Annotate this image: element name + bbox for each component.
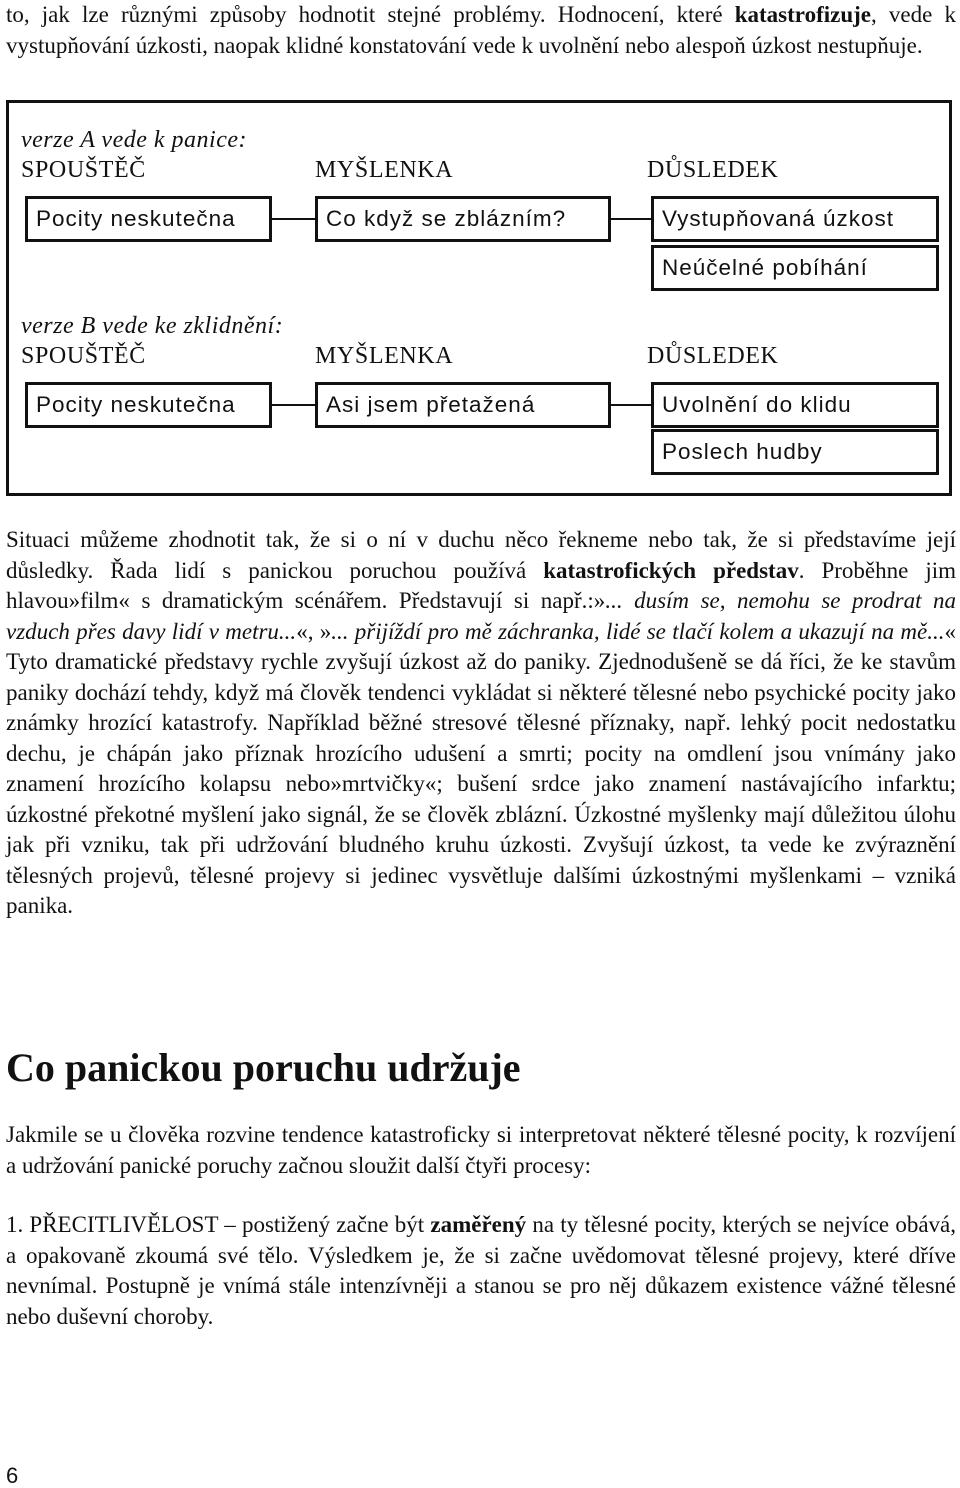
version-b-header-trigger: SPOUŠTĚČ xyxy=(21,343,146,369)
version-a-title: verze A vede k panice: xyxy=(21,127,248,153)
para2-text-b: . Proběhne jim hlavou»film« s dramatickým scénářem. Představují si např.:» xyxy=(6,557,956,613)
hypersensitivity-paragraph xyxy=(6,1210,956,1332)
diagram-frame xyxy=(6,100,952,496)
version-b-header-thought: MYŠLENKA xyxy=(315,343,454,369)
section-heading: Co panickou poruchu udržuje xyxy=(6,1045,521,1090)
version-a-arrow-2 xyxy=(611,218,651,220)
version-a-trigger-box: Pocity neskutečna xyxy=(25,196,272,242)
para4-text-a: 1. PŘECITLIVĚLOST – postižený začne být xyxy=(6,1212,431,1237)
intro-text-2: , vede k vystupňování úzkosti, naopak klidné konstatování vede k uvolnění nebo alespoň úzkost nestupňuje. xyxy=(6,2,956,58)
version-b-trigger-box: Pocity neskutečna xyxy=(25,382,272,428)
para2-text-a: Situaci můžeme zhodnotit tak, že si o ní v duchu něco řekneme nebo tak, že si představíme její důsledky. Řada lidí s panickou poruchou používá xyxy=(6,527,956,583)
version-b-title: verze B vede ke zklidnění: xyxy=(21,313,284,339)
intro-bold-term: katastrofizuje xyxy=(734,2,872,27)
intro-paragraph xyxy=(6,0,956,61)
version-a-header-consequence: DŮSLEDEK xyxy=(647,157,779,183)
version-a-arrow-1 xyxy=(272,218,315,220)
para2-text-c: «, » xyxy=(296,618,332,644)
processes-intro-paragraph: Jakmile se u člověka rozvine tendence katastroficky si interpretovat některé tělesné pocity, k rozvíjení a udržování panické poruchy začnou sloužit další čtyři procesy: xyxy=(6,1122,956,1178)
para4-bold-term: zaměřený xyxy=(430,1212,527,1237)
para2-quote-1: ... dusím se, nemohu se prodrat na vzduch přes davy lidí v metru... xyxy=(6,588,956,644)
version-a-header-trigger: SPOUŠTĚČ xyxy=(21,157,146,183)
intro-text-1: to, jak lze různými způsoby hodnotit stejné problémy. Hodnocení, které xyxy=(6,2,735,27)
version-b-consequence-box-2: Poslech hudby xyxy=(651,429,939,475)
version-b-consequence-box-1: Uvolnění do klidu xyxy=(651,382,939,428)
version-b-arrow-1 xyxy=(272,404,315,406)
catastrophic-ideas-paragraph xyxy=(6,525,956,922)
version-a-header-thought: MYŠLENKA xyxy=(315,157,454,183)
version-a-consequence-box-2: Neúčelné pobíhání xyxy=(651,245,939,291)
version-a-consequence-box-1: Vystupňovaná úzkost xyxy=(651,196,939,242)
para2-text-d: « Tyto dramatické představy rychle zvyšují úzkost až do paniky. Zjednodušeně se dá říci, že ke stavům paniky dochází tehdy, když má člověk tendenci vykládat si některé tělesné nebo psychické pocity jako známky hrozící katastrofy. Například běžné stresové tělesné příznaky, např. lehký pocit nedostatku dechu, je chápán jako příznak hrozícího udušení a smrti; pocity na omdlení jsou vnímány jako znamení hrozícího kolapsu nebo»mrtvičky«; bušení srdce jako znamení nastávajícího infarktu; úzkostné překotné myšlení jako signál, že se člověk zblázní. Úzkostné myšlenky mají důležitou úlohu jak při vzniku, tak při udržování bludného kruhu úzkosti. Zvyšují úzkost, ta vede ke zvýraznění tělesných projevů, tělesné projevy si jedinec vysvětluje dalšími úzkostnými myšlenkami – vzniká panika. xyxy=(6,618,957,918)
page-number: 6 xyxy=(6,1463,19,1488)
version-b-header-consequence: DŮSLEDEK xyxy=(647,343,779,369)
version-b-arrow-2 xyxy=(611,404,651,406)
para4-text-b: na ty tělesné pocity, kterých se nejvíce obává, a opakovaně zkoumá své tělo. Výsledkem je, že si začne uvědomovat tělesné projevy, které dříve nevnímal. Postupně je vnímá stále intenzívněji a stanou se pro něj důkazem existence vážné tělesné nebo duševní choroby. xyxy=(6,1212,956,1329)
version-b-thought-box: Asi jsem přetažená xyxy=(315,382,611,428)
para2-bold-term: katastrofických představ xyxy=(543,557,799,583)
para2-quote-2: ... přijíždí pro mě záchranka, lidé se tlačí kolem a ukazují na mě... xyxy=(331,618,945,644)
version-a-thought-box: Co když se zblázním? xyxy=(315,196,611,242)
